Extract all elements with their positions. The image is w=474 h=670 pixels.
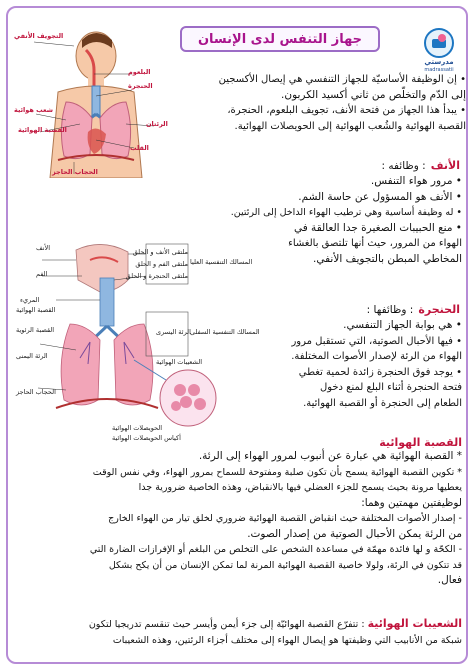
larynx-item-2b: الهواء من الرئة لإصدار الأصوات المختلفة. bbox=[291, 351, 462, 362]
nose-item-3: • له وظيفة أساسية وهي ترطيب الهواء الداخل إلى الرئتين. bbox=[230, 207, 462, 218]
intro-paragraph bbox=[180, 72, 466, 134]
torso-anatomy-figure bbox=[14, 28, 174, 178]
page-title-box bbox=[180, 26, 380, 52]
label-fig2-alveoli: الحويصلات الهوائية bbox=[112, 424, 163, 432]
bronchioles-line-2: شبكة من الأنابيب التي وظيفتها هو إيصال الهواء إلى مختلف أجزاء الرئتين، وهذه الشعيبات bbox=[112, 634, 462, 646]
larynx-functions-list bbox=[230, 318, 462, 411]
site-logo bbox=[416, 28, 462, 72]
trachea-line-6: من الرئة يمكن الأحبال الصوتية من إصدار الصوت. bbox=[247, 527, 462, 540]
label-fig2-upper-tract: المسالك التنفسية العليا bbox=[190, 258, 253, 266]
larynx-item-3b: فتحة الحنجرة أثناء البلع لمنع دخول bbox=[319, 382, 462, 393]
larynx-item-2: • فيها الأحبال الصوتية، التي تستقبل مرور bbox=[291, 335, 462, 347]
label-fig2-lower-tract: المسالك التنفسية السفلى bbox=[190, 328, 260, 336]
label-fig2-nose: الأنف bbox=[36, 244, 51, 252]
nose-functions-list bbox=[218, 174, 462, 267]
nose-heading-row bbox=[188, 154, 460, 172]
label-heart: القلب bbox=[130, 144, 149, 152]
worksheet-page bbox=[6, 6, 468, 664]
nose-item-4: • منع الحبيبات الصغيرة جدا العالقة في bbox=[293, 221, 462, 234]
label-fig2-oropharynx: ملتقى الفم و الحلق bbox=[135, 260, 188, 268]
trachea-heading: القصبة الهوائية bbox=[379, 436, 462, 449]
label-fig2-diaphragm: الحجاب الحاجز bbox=[16, 388, 56, 396]
label-trachea: القصبة الهوائية bbox=[18, 126, 67, 134]
intro-line-1: • إن الوظيفة الأساسيّة للجهاز التنفسي هي إيصال الأكسجين bbox=[218, 74, 466, 85]
label-fig2-alveolar-sacs: أكياس الحويصلات الهوائية bbox=[112, 434, 181, 442]
label-fig2-nasopharynx: ملتقى الأنف و الحلق bbox=[132, 248, 188, 256]
trachea-line-7: - الكحّة و لها فائدة مهمّة في مساعدة الشخص على التخلص من البلغم أو الإفرازات الضارة التي bbox=[89, 544, 462, 555]
respiratory-system-illustration bbox=[16, 240, 228, 446]
larynx-functions-label: : وظائفها : bbox=[366, 304, 414, 316]
nose-functions-label: : وظائفه : bbox=[381, 160, 426, 172]
trachea-line-3: يعطيها مرونة بحيث يسمح للجزء العضلي فيها بالانقباض، وهذه الخاصية ضرورية جدا bbox=[138, 482, 462, 493]
trachea-line-5: - إصدار الأصوات المختلفة حيث انقباض القصبة الهوائية ضروري لخلق تيار من الهواء الخارج bbox=[108, 513, 462, 524]
label-larynx: الحنجرة bbox=[128, 82, 153, 90]
larynx-heading: الحنجرة bbox=[418, 303, 460, 316]
larynx-heading-row bbox=[228, 298, 460, 316]
trachea-line-8: قد تتكون في الرئة، ولولا خاصية القصبة الهوائية المرنة لما تمكن الإنسان من أن يكح بشكل bbox=[108, 559, 462, 571]
respiratory-system-diagram bbox=[16, 240, 260, 446]
larynx-item-3c: الطعام إلى الحنجرة أو القصبة الهوائية. bbox=[303, 397, 462, 409]
bronchioles-line-1 bbox=[16, 616, 462, 633]
trachea-line-2: * تكوين القصبة الهوائية يسمح بأن تكون صلبة ومفتوحة للسماح بمرور الهواء، وفي نفس الوقت bbox=[92, 466, 462, 478]
label-fig2-esophagus: المريء bbox=[20, 296, 40, 304]
label-diaphragm: الحجاب الحاجز bbox=[52, 168, 98, 176]
label-fig2-right-lung: الرئة اليمنى bbox=[16, 352, 48, 360]
bronchioles-section bbox=[16, 616, 462, 648]
intro-line-4: القصبة الهوائية والشُعب الهوائية إلى الحويصلات الهوائية. bbox=[234, 120, 466, 132]
nose-item-1: • مرور هواء التنفس. bbox=[370, 175, 462, 187]
intro-line-3: • يبدأ هذا الجهاز من فتحة الأنف، تجويف البلعوم، الحنجرة، bbox=[227, 105, 466, 116]
torso-anatomy-illustration bbox=[14, 28, 174, 178]
label-fig2-left-lung: الرئة اليسرى bbox=[156, 328, 191, 336]
logo-name: مدرستي bbox=[424, 58, 454, 66]
trachea-line-4: لوظيفتين مهمتين وهما: bbox=[361, 496, 462, 509]
trachea-line-1: * القصبة الهوائية هي عبارة عن أنبوب لمرور الهواء إلى الرئة. bbox=[198, 450, 462, 462]
label-pharynx: البلعوم bbox=[128, 68, 151, 76]
intro-line-2: إلى الدّم والتخلّص من ثاني أكسيد الكربون. bbox=[281, 88, 466, 101]
label-fig2-bronchioles: الشعيبات الهوائية bbox=[156, 358, 203, 366]
label-fig2-bronchus: القصبة الرئوية bbox=[16, 326, 55, 334]
label-nasal-cavity: التجويف الأنفي bbox=[14, 32, 64, 40]
bronchioles-text-1: : تتفرّع القصبة الهوائيّة إلى جزء أيمن وأيسر حيث تنقسم تدريجيا لتكون bbox=[88, 619, 365, 630]
larynx-item-3: • يوجد فوق الحنجرة زائدة لحمية تغطي bbox=[298, 366, 462, 378]
label-fig2-mouth: الفم bbox=[36, 270, 48, 278]
nose-item-4b: الهواء من المرور، حيث أنها تلتصق بالغشاء bbox=[288, 238, 462, 249]
bronchioles-heading: الشعيبات الهوائية bbox=[367, 617, 462, 630]
label-fig2-laryngopharynx: ملتقى الحنجرة و الحلق bbox=[125, 272, 188, 280]
page-title: جهاز التنفس لدى الإنسان bbox=[197, 31, 363, 47]
trachea-line-9: فعال. bbox=[437, 574, 462, 586]
nose-item-4c: المخاطي المبطن بالتجويف الأنفي. bbox=[313, 252, 462, 265]
label-lungs: الرئتان bbox=[146, 120, 168, 128]
nose-item-2: • الأنف هو المسؤول عن حاسة الشم. bbox=[298, 190, 462, 203]
label-fig2-trachea: القصبة الهوائية bbox=[16, 306, 56, 314]
nose-heading: الأنف bbox=[430, 159, 460, 172]
larynx-item-1: • هي بوابة الجهاز التنفسي. bbox=[343, 319, 462, 331]
logo-subtitle: madrassatii bbox=[424, 67, 454, 73]
label-bronchi: شعب هوائية bbox=[14, 106, 54, 114]
trachea-section bbox=[16, 436, 462, 589]
logo-icon bbox=[424, 28, 454, 58]
